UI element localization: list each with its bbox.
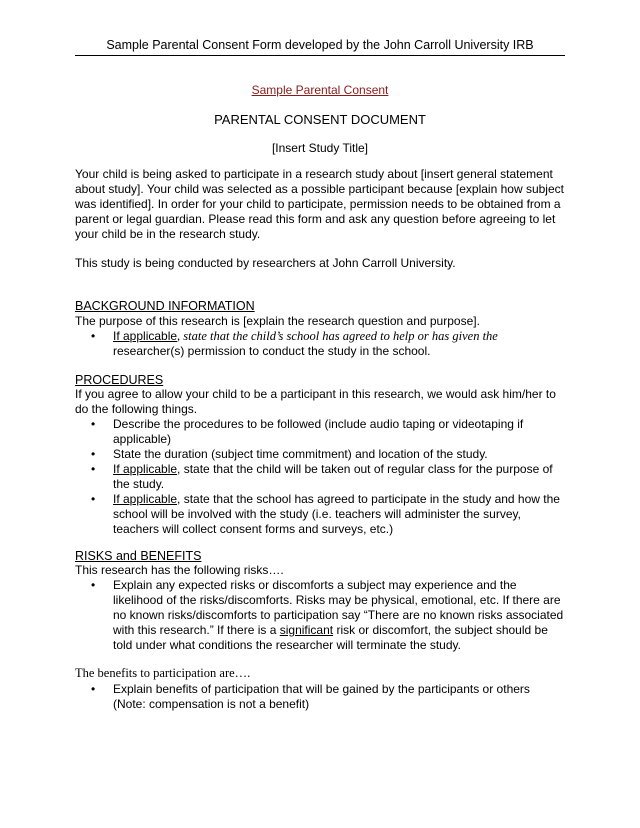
bullet-text: Describe the procedures to be followed (include audio taping or videotaping if applicable) — [113, 417, 524, 446]
risks-text: This research has the following risks…. — [75, 563, 284, 577]
bullet-text: , state that the school has agreed to participate in the study and how the school will be involved with the study (i.e. teachers will administer the survey, teachers will collect consent forms and surveys, etc.) — [113, 492, 560, 536]
background-text: The purpose of this research is [explain the research question and purpose]. — [75, 314, 480, 328]
background-heading: BACKGROUND INFORMATION — [75, 299, 255, 313]
sample-consent-link[interactable]: Sample Parental Consent — [251, 83, 389, 97]
bullet-text: risk or discomfort, the subject should be told under what conditions the researcher will terminate the study. — [113, 623, 548, 652]
benefits-text: The benefits to participation are…. — [75, 666, 251, 680]
significant-word: significant — [279, 623, 334, 637]
risks-heading: RISKS and BENEFITS — [75, 549, 202, 563]
if-applicable-label: If applicable — [113, 329, 178, 343]
bullet-text: researcher(s) permission to conduct the study in the school. — [113, 344, 431, 358]
page-header: Sample Parental Consent Form developed by the John Carroll University IRB — [106, 38, 534, 52]
header-rule — [75, 55, 565, 56]
background-list — [75, 329, 565, 359]
bullet-text: Explain benefits of participation that will be gained by the participants or others (Note: compensation is not a benefit) — [113, 682, 530, 711]
procedures-text: If you agree to allow your child to be a participant in this research, we would ask him/her to do the following things. — [75, 387, 556, 416]
intro-paragraph: Your child is being asked to participate in a research study about [insert general statement about study]. Your child was selected as a possible participant because [explain how subject was identified]. In order for your child to participate, permission needs to be obtained from a parent or legal guardian. Please read this form and ask any question before agreeing to let your child be in the research study. — [75, 167, 564, 241]
list-item — [75, 447, 565, 462]
if-applicable-label: If applicable — [113, 492, 178, 506]
risks-list — [75, 578, 565, 653]
bullet-text: Explain any expected risks or discomforts a subject may experience and the likelihood of the risks/discomforts. Risks may be physical, emotional, etc. If there are no known risks/discomforts to participation say “There are no known risks associated with this research.” If there is a — [113, 578, 564, 637]
procedures-list — [75, 417, 565, 537]
list-item — [75, 578, 565, 653]
procedures-heading: PROCEDURES — [75, 373, 164, 387]
list-item — [75, 462, 565, 492]
list-item — [75, 417, 565, 447]
document-title: PARENTAL CONSENT DOCUMENT — [214, 112, 426, 127]
list-item — [75, 682, 565, 712]
bullet-text: State the duration (subject time commitment) and location of the study. — [113, 447, 488, 461]
list-item — [75, 492, 565, 537]
conducted-by-paragraph: This study is being conducted by researchers at John Carroll University. — [75, 256, 456, 270]
bullet-text: , state that the child will be taken out of regular class for the purpose of the study. — [113, 462, 553, 491]
bullet-italic-text: , state that the child’s school has agreed to help or has given the — [177, 329, 498, 343]
list-item — [75, 329, 565, 359]
study-title-placeholder: [Insert Study Title] — [271, 141, 369, 155]
if-applicable-label: If applicable — [113, 462, 178, 476]
benefits-list — [75, 682, 565, 712]
